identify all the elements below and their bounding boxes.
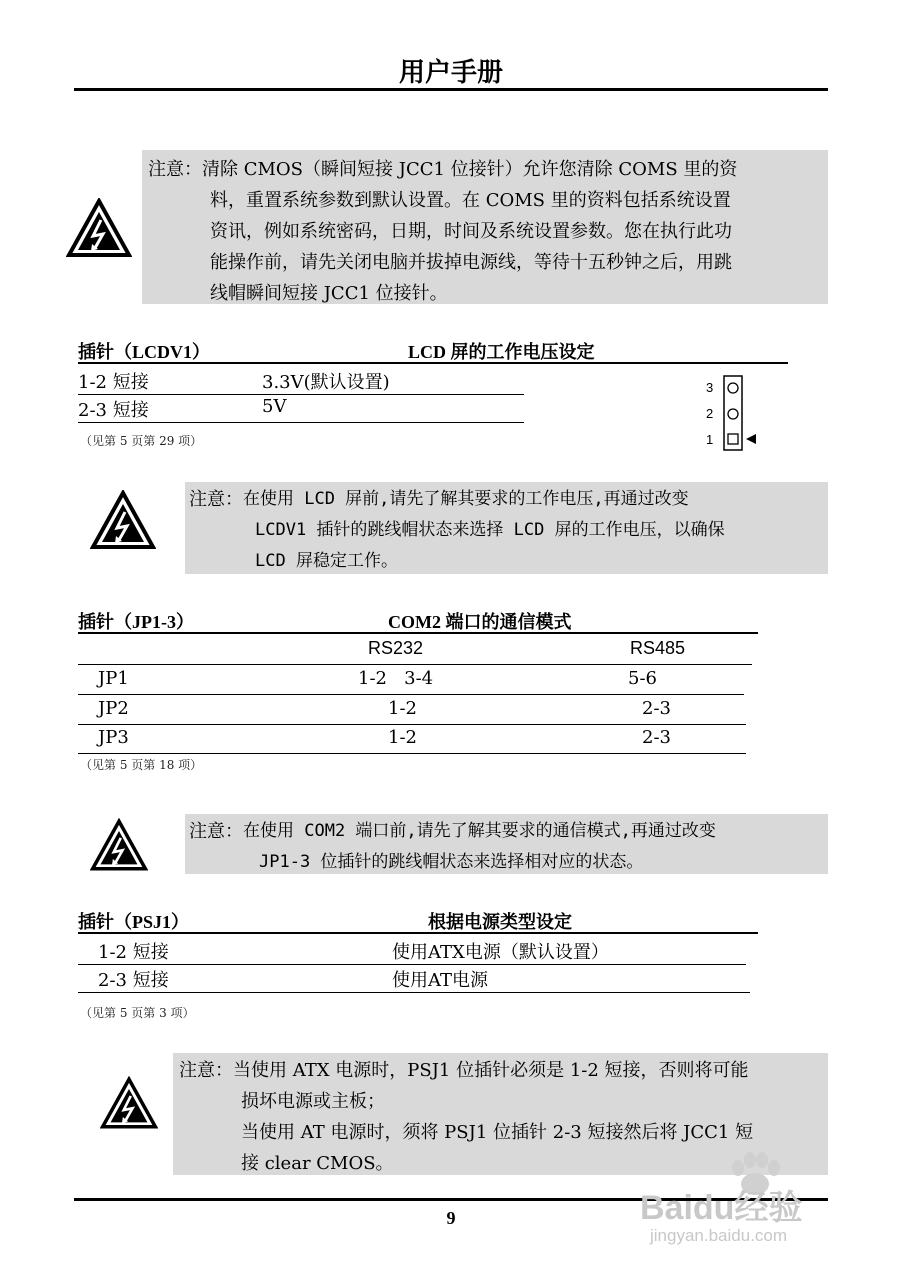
pin-number: 3 bbox=[706, 380, 714, 395]
table-row bbox=[78, 938, 746, 965]
note-cmos bbox=[142, 150, 828, 304]
table-row bbox=[78, 727, 746, 754]
note-line: 当使用 AT 电源时，须将 PSJ1 位插针 2-3 短接然后将 JCC1 短 bbox=[241, 1122, 754, 1143]
warning-icon bbox=[90, 490, 156, 554]
table-header-row bbox=[78, 638, 752, 665]
table-row bbox=[78, 396, 524, 423]
note-line: JP1-3 位插针的跳线帽状态来选择相对应的状态。 bbox=[259, 852, 644, 872]
lcdv1-section-header bbox=[78, 338, 788, 364]
setting-cell: 1-2 短接 bbox=[98, 942, 169, 963]
section-heading: COM2 端口的通信模式 bbox=[388, 612, 572, 632]
reference-note: （见第 5 页第 29 项） bbox=[80, 434, 203, 448]
note-line: 在使用 LCD 屏前,请先了解其要求的工作电压,再通过改变 bbox=[243, 489, 689, 509]
watermark-url: jingyan.baidu.com bbox=[650, 1226, 788, 1245]
setting-cell: 2-3 短接 bbox=[98, 970, 169, 991]
warning-icon bbox=[100, 1076, 158, 1134]
reference-note: （见第 5 页第 3 项） bbox=[80, 1006, 195, 1020]
section-heading: 根据电源类型设定 bbox=[428, 912, 572, 932]
pin-number: 2 bbox=[706, 406, 714, 421]
note-line: 接 clear CMOS。 bbox=[241, 1153, 394, 1174]
watermark-brand: Baidu经验 bbox=[640, 1189, 803, 1227]
note-line: 料，重置系统参数到默认设置。在 COMS 里的资料包括系统设置 bbox=[210, 190, 731, 211]
value-cell: 5V bbox=[262, 396, 287, 417]
note-line: 线帽瞬间短接 JCC1 位接针。 bbox=[210, 283, 448, 304]
note-line: 清除 CMOS（瞬间短接 JCC1 位接针）允许您清除 COMS 里的资 bbox=[202, 159, 738, 180]
page-title: 用户手册 bbox=[398, 58, 503, 88]
rs485-cell: 5-6 bbox=[628, 668, 657, 689]
note-lcd bbox=[185, 482, 828, 574]
value-cell: 使用ATX电源（默认设置） bbox=[392, 942, 609, 963]
jp-section-header bbox=[78, 608, 758, 634]
value-cell: 使用AT电源 bbox=[392, 970, 489, 991]
note-line: 资讯，例如系统密码，日期，时间及系统设置参数。您在执行此功 bbox=[210, 221, 732, 242]
reference-note: （见第 5 页第 18 项） bbox=[80, 758, 203, 772]
column-header: RS485 bbox=[630, 638, 686, 658]
rs232-cell: 1-2 bbox=[388, 727, 417, 748]
baidu-watermark bbox=[640, 1150, 880, 1270]
note-com2 bbox=[185, 814, 828, 874]
pin-label: 插针（LCDV1） bbox=[78, 342, 211, 362]
pin-label: 插针（JP1-3） bbox=[78, 612, 194, 632]
table-row bbox=[78, 698, 746, 725]
note-line: 损坏电源或主板； bbox=[241, 1091, 385, 1112]
note-label: 注意： bbox=[179, 1060, 233, 1081]
rs485-cell: 2-3 bbox=[642, 698, 671, 719]
value-cell: 3.3V(默认设置) bbox=[262, 372, 390, 393]
page-number: 9 bbox=[446, 1208, 456, 1228]
note-label: 注意： bbox=[148, 159, 202, 180]
setting-cell: 2-3 短接 bbox=[78, 400, 149, 421]
row-name: JP3 bbox=[98, 727, 129, 748]
column-header: RS232 bbox=[368, 638, 424, 658]
warning-icon bbox=[66, 198, 132, 262]
psj1-section-header bbox=[78, 908, 758, 934]
jumper-pin-diagram bbox=[702, 374, 764, 454]
note-label: 注意： bbox=[189, 821, 243, 842]
table-row bbox=[78, 668, 744, 695]
rs232-cell: 1-2 3-4 bbox=[358, 668, 434, 689]
row-name: JP1 bbox=[98, 668, 129, 689]
section-heading: LCD 屏的工作电压设定 bbox=[408, 342, 595, 362]
warning-icon bbox=[90, 818, 148, 876]
rs485-cell: 2-3 bbox=[642, 727, 671, 748]
rs232-cell: 1-2 bbox=[388, 698, 417, 719]
note-line: 当使用 ATX 电源时，PSJ1 位插针必须是 1-2 短接，否则将可能 bbox=[233, 1060, 749, 1081]
note-line: LCD 屏稳定工作。 bbox=[255, 551, 398, 571]
row-name: JP2 bbox=[98, 698, 129, 719]
note-line: 能操作前，请先关闭电脑并拔掉电源线，等待十五秒钟之后，用跳 bbox=[210, 252, 732, 273]
pin-number: 1 bbox=[706, 432, 714, 447]
note-line: LCDV1 插针的跳线帽状态来选择 LCD 屏的工作电压，以确保 bbox=[255, 520, 725, 540]
note-line: 在使用 COM2 端口前,请先了解其要求的通信模式,再通过改变 bbox=[243, 821, 716, 841]
table-row bbox=[78, 368, 524, 395]
note-label: 注意： bbox=[189, 489, 243, 510]
table-row bbox=[78, 966, 750, 993]
pin-label: 插针（PSJ1） bbox=[78, 912, 190, 932]
header-rule bbox=[74, 88, 828, 91]
setting-cell: 1-2 短接 bbox=[78, 372, 149, 393]
